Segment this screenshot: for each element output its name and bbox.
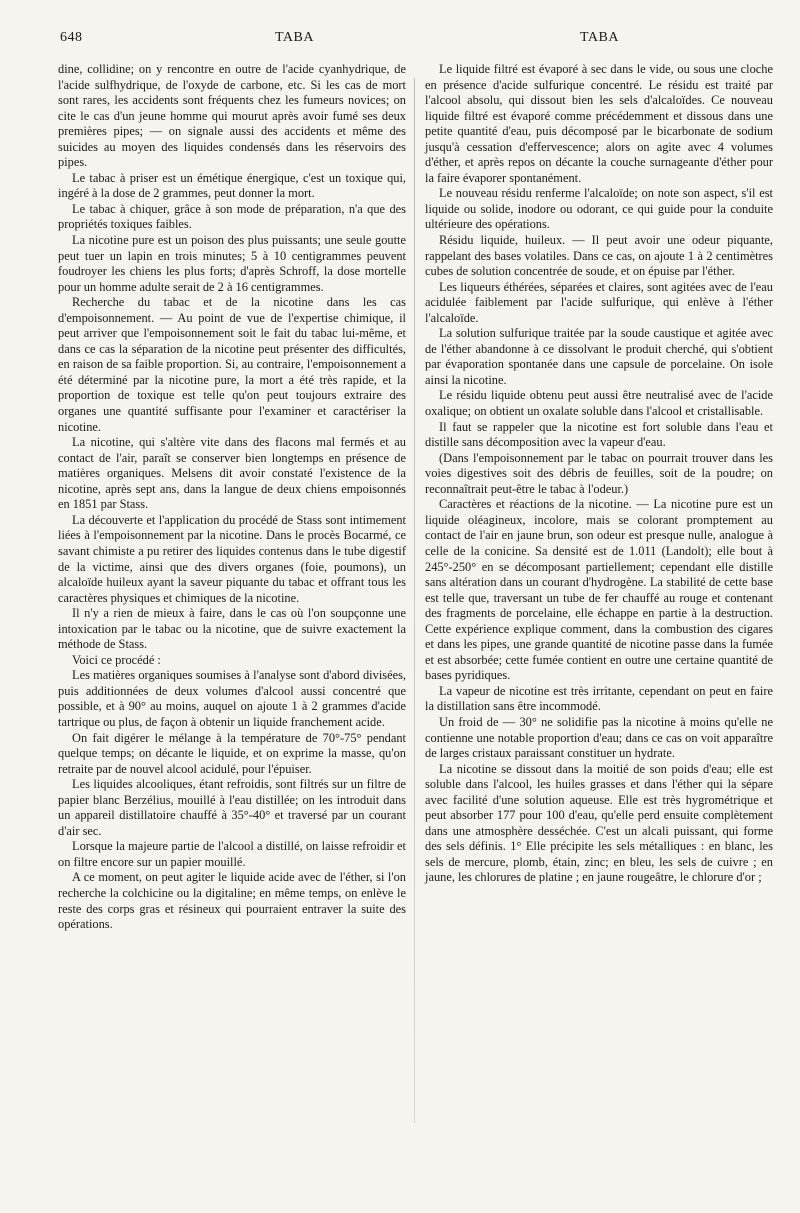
- paragraph: Un froid de — 30° ne solidifie pas la nicotine à moins qu'elle ne contienne une notable proportion d'eau; dans ce cas on voit apparaître de larges cristaux paraissant constituer un hydrate.: [425, 714, 773, 761]
- paragraph: (Dans l'empoisonnement par le tabac on pourrait trouver dans les voies digestives soit des débris de feuilles, soit de la poudre; on reconnaîtrait peut-être le tabac à l'odeur.): [425, 450, 773, 496]
- paragraph: La découverte et l'application du procédé de Stass sont intimement liées à l'empoisonnement par la nicotine. Dans le procès Bocarmé, ce savant chimiste a pu retirer des liquides contenus dans le tube digestif de la victime, ainsi que des divers organes (foie, poumons), un alcaloïde huileux ayant la saveur piquante du tabac et offrant tous les caractères physiques et chimiques de la nicotine.: [58, 512, 406, 605]
- right-column: [425, 62, 773, 886]
- paragraph: On fait digérer le mélange à la température de 70°-75° pendant quelque temps; on décante le liquide, et on exprime la masse, qu'on retraite par de nouvel alcool acidulé, pour l'épuiser.: [58, 730, 406, 776]
- paragraph: Le résidu liquide obtenu peut aussi être neutralisé avec de l'acide oxalique; on obtient un oxalate soluble dans l'alcool et cristallisable.: [425, 388, 773, 419]
- paragraph: Lorsque la majeure partie de l'alcool a distillé, on laisse refroidir et on filtre encore sur un papier mouillé.: [58, 839, 406, 869]
- paragraph: Les liqueurs éthérées, séparées et claires, sont agitées avec de l'eau acidulée faiblement par l'acide sulfurique, qui enlève à l'éther l'alcaloïde.: [425, 279, 773, 325]
- paragraph: dine, collidine; on y rencontre en outre de l'acide cyanhydrique, de l'acide sulfhydrique, de l'oxyde de carbone, etc. Si les cas de mort sont rares, les accidents sont fréquents chez les fumeurs novices; on cite le cas d'un jeune homme qui mourut après avoir fumé ses deux premières pipes; — on signale aussi des accidents et même des suicides au moyen des liquides condensés dans les réservoirs des pipes.: [58, 62, 406, 170]
- paragraph: Voici ce procédé :: [72, 652, 161, 667]
- paragraph: La solution sulfurique traitée par la soude caustique et agitée avec de l'éther abandonne à ce dissolvant le produit cherché, qui s'obtient par évaporation spontanée dans une capsule de porcelaine. On isole ainsi la nicotine.: [425, 326, 773, 387]
- page-header: [60, 30, 760, 54]
- paragraph: Il n'y a rien de mieux à faire, dans le cas où l'on soupçonne une intoxication par le tabac ou la nicotine, que de suivre exactement la méthode de Stass.: [58, 606, 406, 652]
- paragraph: La nicotine pure est un poison des plus puissants; une seule goutte peut tuer un lapin en trois minutes; 5 à 10 centigrammes peuvent foudroyer les chiens les plus forts; d'après Schroff, la dose mortelle pour un homme adulte serait de 2 à 16 centigrammes.: [58, 233, 406, 294]
- paragraph: La nicotine, qui s'altère vite dans des flacons mal fermés et au contact de l'air, paraît se conserver bien longtemps en présence de matières organiques. Melsens dit avoir constaté l'existence de la nicotine, après sept ans, dans la langue de deux chiens empoisonnés en 1851 par Stass.: [58, 435, 406, 512]
- paragraph: La vapeur de nicotine est très irritante, cependant on peut en faire la distillation sans être incommodé.: [425, 683, 773, 714]
- paragraph: Il faut se rappeler que la nicotine est fort soluble dans l'eau et distille sans décomposition avec la vapeur d'eau.: [425, 419, 773, 450]
- paragraph: Le nouveau résidu renferme l'alcaloïde; on note son aspect, s'il est liquide ou solide, inodore ou odorant, ce qui guide pour la conduite ultérieure des opérations.: [425, 186, 773, 232]
- paragraph: La nicotine se dissout dans la moitié de son poids d'eau; elle est soluble dans l'alcool, les huiles grasses et dans l'éther qui la sépare avec facilité d'une solution aqueuse. Elle est très hygrométrique et peut absorber 177 pour 100 d'eau, qu'elle perd ensuite complètement dans une atmosphère desséchée. C'est un alcali puissant, qui forme des sels définis. 1° Elle précipite les sels métalliques : en blanc, les sels de mercure, plomb, étain, zinc; en bleu, les sels de cuivre ; en jaune, les chlorures de platine ; en jaune rougeâtre, le chlorure d'or ;: [425, 761, 773, 885]
- left-running-head: TABA: [275, 30, 314, 45]
- section-paragraph: Recherche du tabac et de la nicotine dans les cas d'empoisonnement. — Au point de vue de l'expertise chimique, il peut arriver que l'empoisonnement soit le fait du tabac lui-même, et dans ce cas la séparation de la nicotine peut présenter des difficultés, en raison de sa faible proportion. Si, au contraire, l'empoisonnement a été déterminé par la nicotine pure, la mort a été très rapide, et la proportion de toxique est telle qu'on peut toujours extraire des organes une quantité suffisante pour l'examiner et caractériser la nicotine.: [58, 295, 406, 434]
- paragraph: A ce moment, on peut agiter le liquide acide avec de l'éther, si l'on recherche la colchicine ou la digitaline; en même temps, on enlève le reste des corps gras et résineux qui pourraient entraver la suite des opérations.: [58, 870, 406, 932]
- paragraph: Le liquide filtré est évaporé à sec dans le vide, ou sous une cloche en présence d'acide sulfurique concentré. Le résidu est traité par l'alcool absolu, qui dissout bien les sels d'alcaloïdes. Ce nouveau liquide filtré est évaporé comme précédemment et dissous dans une petite quantité d'eau, puis décomposé par le bicarbonate de sodium jusqu'à cessation d'effervescence; alors on agite avec 4 volumes d'éther, et après repos on décante la couche surnageante d'éther pour la faire évaporer spontanément.: [425, 62, 773, 185]
- section-paragraph: Caractères et réactions de la nicotine. — La nicotine pure est un liquide oléagineux, incolore, mais se colorant promptement au contact de l'air en jaune brun, son odeur est presque nulle, analogue à celle de la conicine. Sa densité est de 1.011 (Landolt); elle bout à 245°-250° en se décomposant partiellement; cependant elle distille sans altération dans un courant d'hydrogène. La stabilité de cette base est telle que, traversant un tube de fer chauffé au rouge et contenant des fragments de porcelaine, elle échappe en partie à la destruction. Cette expérience explique comment, dans la combustion des cigares et dans les pipes, une grande quantité de nicotine passe dans la fumée et est absorbée; cette fumée contient en outre une certaine quantité de bases pyridiques.: [425, 497, 773, 683]
- paragraph: Le tabac à priser est un émétique énergique, c'est un toxique qui, ingéré à la dose de 2 grammes, peut donner la mort.: [58, 170, 406, 201]
- paragraph: Le tabac à chiquer, grâce à son mode de préparation, n'a que des propriétés toxiques faibles.: [58, 201, 406, 232]
- paragraph: Les liquides alcooliques, étant refroidis, sont filtrés sur un filtre de papier blanc Berzélius, mouillé à l'eau distillée; on les introduit dans un appareil distillatoire chauffé à 35°-40° et traversé par un courant d'air sec.: [58, 777, 406, 838]
- section-paragraph: Résidu liquide, huileux. — Il peut avoir une odeur piquante, rappelant des bases volatiles. Dans ce cas, on ajoute 1 à 2 centimètres cubes de solution concentrée de soude, et on épuise par l'éther.: [425, 233, 773, 279]
- left-column: [58, 62, 406, 933]
- paragraph: Les matières organiques soumises à l'analyse sont d'abord divisées, puis additionnées de deux volumes d'alcool aussi concentré que possible, et à 90° au moins, auquel on ajoute 1 à 2 grammes d'acide tartrique ou plus, de façon à obtenir un liquide franchement acide.: [58, 668, 406, 729]
- right-running-head: TABA: [580, 30, 619, 45]
- column-divider: [414, 78, 415, 1123]
- page-number: 648: [60, 30, 83, 45]
